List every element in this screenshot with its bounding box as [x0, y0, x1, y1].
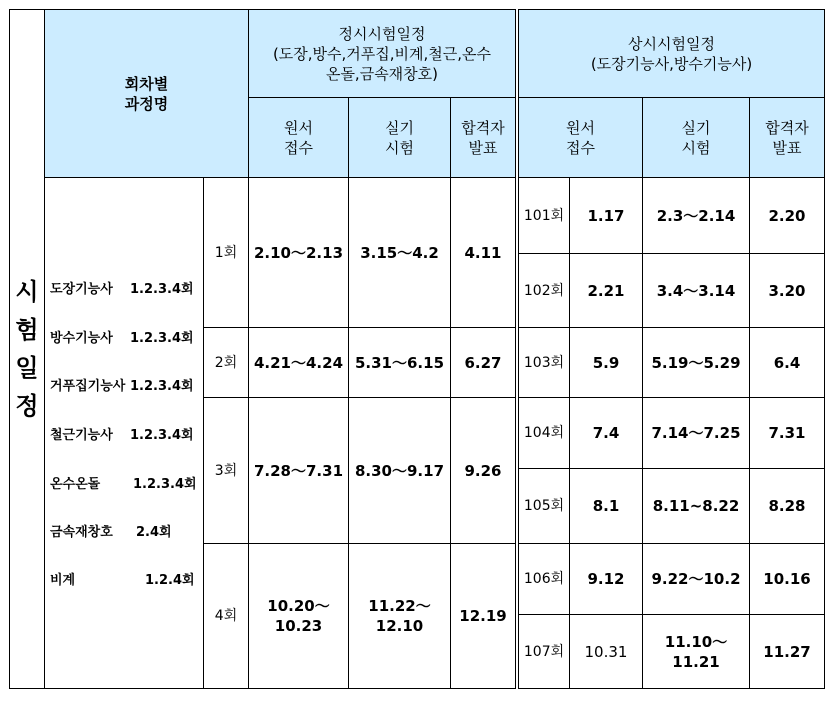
- side-title-char: 정: [15, 392, 39, 420]
- ondemand-announce: 11.27: [749, 614, 825, 689]
- ondemand-practical: 3.4～3.14: [642, 253, 750, 328]
- side-title-char: 시: [15, 278, 39, 306]
- regular-round: 2회: [203, 327, 249, 398]
- course-item: 비계 1.2.4회: [50, 573, 195, 588]
- ondemand-announce: 3.20: [749, 253, 825, 328]
- ondemand-round: 107회: [518, 614, 570, 689]
- ondemand-apply: 10.31: [569, 614, 643, 689]
- ondemand-apply: 9.12: [569, 543, 643, 615]
- ondemand-round: 105회: [518, 468, 570, 544]
- regular-practical: 11.22～12.10: [348, 543, 451, 689]
- ondemand-apply: 7.4: [569, 397, 643, 469]
- ondemand-practical: 8.11~8.22: [642, 468, 750, 544]
- ondemand-apply: 8.1: [569, 468, 643, 544]
- ondemand-practical: 11.10～11.21: [642, 614, 750, 689]
- header-regular: 정시시험일정 (도장,방수,거푸집,비계,철근,온수 온돌,금속재창호): [248, 9, 516, 98]
- header-regular-practical: 실기 시험: [348, 97, 451, 178]
- side-title-char: 일: [15, 354, 39, 382]
- regular-round: 3회: [203, 397, 249, 544]
- ondemand-apply: 2.21: [569, 253, 643, 328]
- ondemand-round: 106회: [518, 543, 570, 615]
- ondemand-practical: 7.14～7.25: [642, 397, 750, 469]
- ondemand-announce: 10.16: [749, 543, 825, 615]
- regular-practical: 8.30～9.17: [348, 397, 451, 544]
- ondemand-announce: 6.4: [749, 327, 825, 398]
- course-item: 방수기능사 1.2.3.4회: [50, 331, 194, 346]
- ondemand-round: 101회: [518, 177, 570, 254]
- course-item: 금속재창호 2.4회: [50, 525, 172, 540]
- ondemand-practical: 5.19～5.29: [642, 327, 750, 398]
- header-regular-announce: 합격자 발표: [450, 97, 516, 178]
- regular-announce: 6.27: [450, 327, 516, 398]
- regular-apply: 10.20～10.23: [248, 543, 349, 689]
- regular-practical: 5.31～6.15: [348, 327, 451, 398]
- group-divider: [515, 9, 516, 689]
- regular-practical: 3.15～4.2: [348, 177, 451, 328]
- ondemand-apply: 5.9: [569, 327, 643, 398]
- course-item: 도장기능사 1.2.3.4회: [50, 282, 194, 297]
- regular-apply: 7.28～7.31: [248, 397, 349, 544]
- regular-apply: 4.21～4.24: [248, 327, 349, 398]
- side-title: [9, 9, 45, 689]
- ondemand-apply: 1.17: [569, 177, 643, 254]
- header-ondemand-announce: 합격자 발표: [749, 97, 825, 178]
- header-ondemand-practical: 실기 시험: [642, 97, 750, 178]
- course-item: 철근기능사 1.2.3.4회: [50, 428, 194, 443]
- ondemand-practical: 9.22～10.2: [642, 543, 750, 615]
- ondemand-announce: 2.20: [749, 177, 825, 254]
- regular-round: 4회: [203, 543, 249, 689]
- header-course: 회차별 과정명: [44, 9, 249, 178]
- regular-apply: 2.10～2.13: [248, 177, 349, 328]
- ondemand-announce: 7.31: [749, 397, 825, 469]
- regular-announce: 12.19: [450, 543, 516, 689]
- header-ondemand-apply: 원서 접수: [518, 97, 643, 178]
- course-item: 거푸집기능사 1.2.3.4회: [50, 379, 194, 394]
- side-title-char: 험: [15, 316, 39, 344]
- ondemand-round: 102회: [518, 253, 570, 328]
- regular-announce: 4.11: [450, 177, 516, 328]
- header-ondemand: 상시시험일정 (도장기능사,방수기능사): [518, 9, 825, 98]
- ondemand-announce: 8.28: [749, 468, 825, 544]
- regular-announce: 9.26: [450, 397, 516, 544]
- ondemand-round: 104회: [518, 397, 570, 469]
- course-item: 온수온돌 1.2.3.4회: [50, 477, 197, 492]
- regular-round: 1회: [203, 177, 249, 328]
- ondemand-round: 103회: [518, 327, 570, 398]
- ondemand-practical: 2.3～2.14: [642, 177, 750, 254]
- header-regular-apply: 원서 접수: [248, 97, 349, 178]
